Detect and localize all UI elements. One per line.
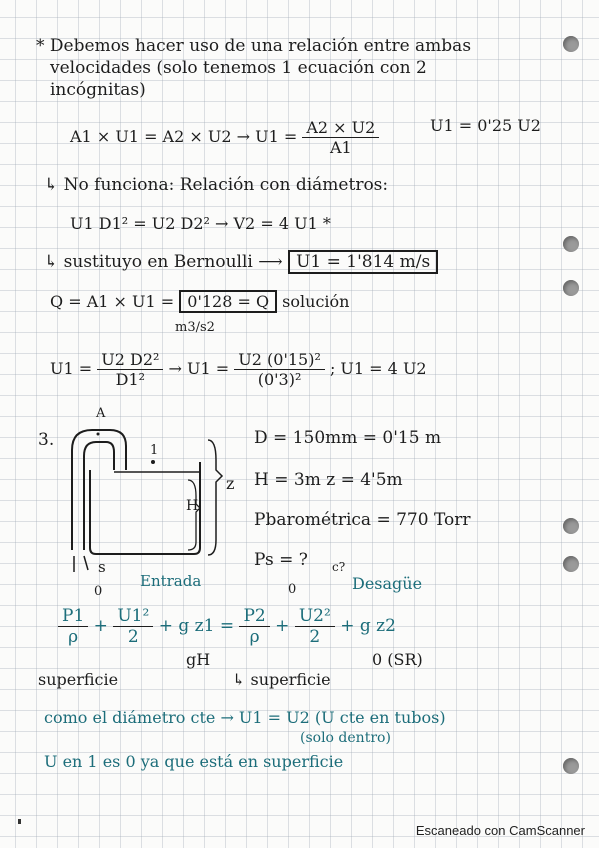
fraction <box>113 606 153 647</box>
fraction <box>97 350 163 389</box>
inlet-label: Entrada <box>140 572 202 590</box>
gh-term: gH <box>186 650 211 669</box>
note-line <box>44 252 438 272</box>
denominator: (0'3)² <box>257 370 302 389</box>
note-line: (solo dentro) <box>300 730 391 746</box>
outlet-label: Desagüe <box>352 574 423 593</box>
plus-sign: + <box>340 616 355 636</box>
denominator: 2 <box>127 627 139 647</box>
plus-sign: + <box>275 616 290 636</box>
fraction <box>295 606 335 647</box>
reference-zero: 0 (SR) <box>372 650 423 669</box>
scanner-watermark: Escaneado con CamScanner <box>415 823 585 838</box>
equals-sign: = <box>219 616 235 636</box>
label-z: z <box>226 474 235 493</box>
label-s: s <box>98 558 106 576</box>
denominator: ρ <box>68 627 79 647</box>
denominator: 2 <box>309 627 321 647</box>
potential-term: g z2 <box>359 616 396 636</box>
numerator: U2² <box>295 606 335 627</box>
binder-hole <box>563 518 579 534</box>
question-mark: c? <box>332 560 346 574</box>
numerator: U2 (0'15)² <box>234 350 325 370</box>
fraction <box>234 350 325 389</box>
solution-label: solución <box>282 292 350 311</box>
equation-text: → U1 = <box>168 359 230 378</box>
label-A: A <box>96 406 106 421</box>
plus-sign: + <box>93 616 108 636</box>
note-line: ↳ No funciona: Relación con diámetros: <box>44 175 389 195</box>
zero-mark: 0 <box>288 582 297 597</box>
numerator: U1² <box>113 606 153 627</box>
equation-text: Q = A1 × U1 = <box>50 292 175 311</box>
numerator: A2 × U2 <box>302 118 379 138</box>
equation-text: ; U1 = 4 U2 <box>329 359 427 378</box>
plus-sign: + <box>158 616 173 636</box>
denominator: ρ <box>249 627 260 647</box>
note-line: incógnitas) <box>50 80 146 100</box>
surface-label: ↳ superficie <box>232 670 331 689</box>
fraction <box>239 606 269 647</box>
numerator: P2 <box>239 606 269 627</box>
binder-hole <box>563 556 579 572</box>
equation-text: U1 = <box>50 359 93 378</box>
equation <box>70 118 379 157</box>
binder-hole <box>563 36 579 52</box>
boxed-result: U1 = 1'814 m/s <box>288 250 438 274</box>
zero-mark: 0 <box>94 584 103 599</box>
siphon-diagram <box>60 400 230 580</box>
note-text: ↳ sustituyo en Bernoulli ⟶ <box>44 252 283 272</box>
equation-result: U1 = 0'25 U2 <box>430 116 541 135</box>
note-line: como el diámetro cte → U1 = U2 (U cte en tubos) <box>44 708 446 727</box>
given-diameter: D = 150mm = 0'15 m <box>254 428 442 448</box>
equation <box>50 350 427 389</box>
note-line: U en 1 es 0 ya que está en superficie <box>44 752 344 771</box>
equation-text: A1 × U1 = A2 × U2 → U1 = <box>70 127 298 146</box>
flow-equation <box>50 292 349 311</box>
label-H: H <box>186 498 199 514</box>
binder-hole <box>563 758 579 774</box>
boxed-result: 0'128 = Q <box>179 290 277 313</box>
fraction <box>302 118 379 157</box>
units-label: m3/s2 <box>175 320 215 335</box>
denominator: A1 <box>329 138 352 157</box>
binder-hole <box>563 236 579 252</box>
surface-label: superficie <box>38 670 119 689</box>
potential-term: g z1 <box>178 616 215 636</box>
denominator: D1² <box>115 370 146 389</box>
problem-number: 3. <box>38 430 55 450</box>
fraction <box>58 606 88 647</box>
given-heights: H = 3m z = 4'5m <box>254 470 403 490</box>
binder-hole <box>563 280 579 296</box>
unknown-ps: Ps = ? <box>254 550 308 570</box>
given-pressure: Pbarométrica = 770 Torr <box>254 510 471 530</box>
equation: U1 D1² = U2 D2² → V2 = 4 U1 * <box>70 214 331 233</box>
numerator: P1 <box>58 606 88 627</box>
bernoulli-equation <box>58 606 396 647</box>
numerator: U2 D2² <box>97 350 163 370</box>
page-mark <box>18 819 21 824</box>
label-point-1: 1 <box>150 443 159 458</box>
note-line: * Debemos hacer uso de una relación entre ambas <box>36 36 472 56</box>
note-line: velocidades (solo tenemos 1 ecuación con 2 <box>50 58 427 78</box>
